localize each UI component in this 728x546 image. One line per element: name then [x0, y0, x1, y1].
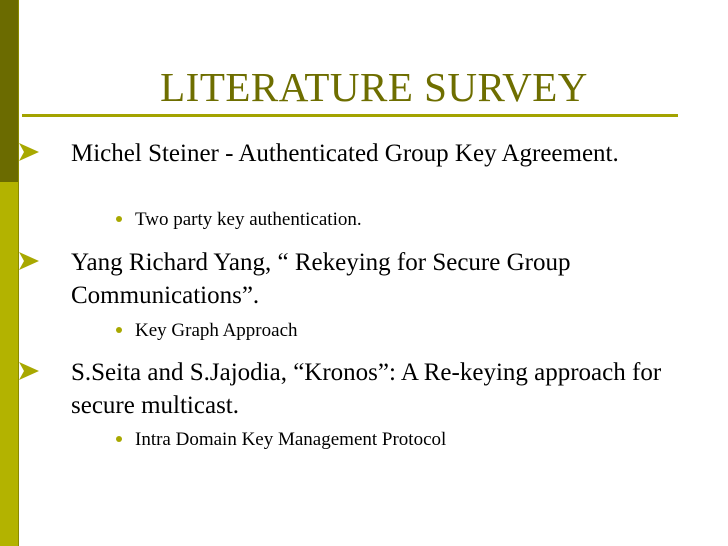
bullet-item-1 [71, 137, 691, 170]
sub-bullet-item-2 [135, 319, 298, 343]
bullet-text: Michel Steiner - Authenticated Group Key Agreement. [71, 140, 619, 167]
title-underline [22, 114, 678, 117]
side-bar-dark-segment [0, 0, 18, 182]
bullet-text: S.Seita and S.Jajodia, “Kronos”: A Re-keying approach for secure multicast. [71, 359, 662, 419]
arrow-bullet-icon [19, 362, 39, 380]
dot-bullet-icon [116, 327, 122, 333]
sub-bullet-text: Two party key authentication. [135, 209, 362, 230]
sub-bullet-item-1 [135, 208, 362, 232]
side-bar-light-segment [0, 182, 18, 546]
bullet-item-2 [71, 246, 691, 312]
bullet-text: Yang Richard Yang, “ Rekeying for Secure Group Communications”. [71, 249, 571, 309]
dot-bullet-icon [116, 216, 122, 222]
slide-title: LITERATURE SURVEY [160, 64, 588, 110]
arrow-bullet-icon [19, 252, 39, 270]
side-accent-bar [0, 0, 18, 546]
bullet-item-3 [71, 356, 691, 422]
sub-bullet-item-3 [135, 428, 446, 452]
dot-bullet-icon [116, 436, 122, 442]
sub-bullet-text: Intra Domain Key Management Protocol [135, 429, 447, 450]
sub-bullet-text: Key Graph Approach [135, 320, 298, 341]
arrow-bullet-icon [19, 143, 39, 161]
side-bar-edge-line [18, 0, 19, 546]
